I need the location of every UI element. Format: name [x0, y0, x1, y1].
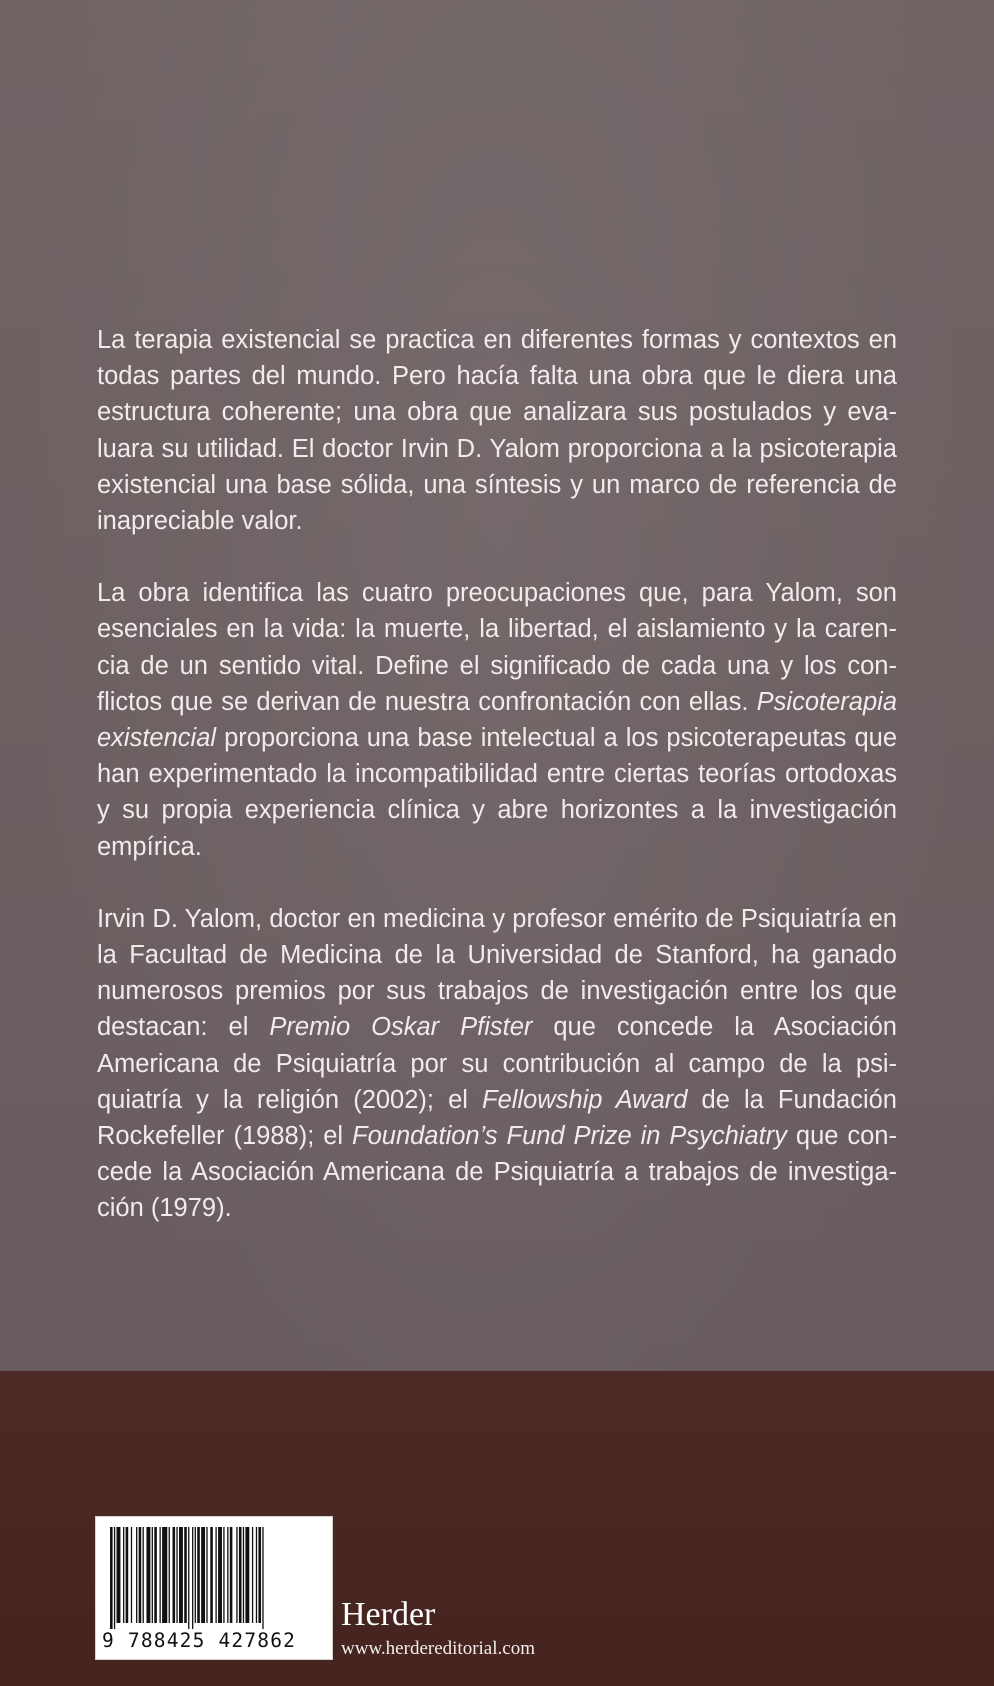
barcode-bar [262, 1527, 263, 1629]
barcode-bar [143, 1527, 144, 1623]
barcode-bar [197, 1527, 200, 1623]
barcode-bar [215, 1527, 216, 1623]
barcode-bar [256, 1527, 257, 1623]
barcode-bar [218, 1527, 222, 1623]
barcode-bar [136, 1527, 137, 1623]
book-title-italic: Psicoterapia existencial [97, 687, 897, 753]
blurb-text [97, 322, 897, 1263]
isbn-barcode [95, 1516, 333, 1660]
barcode-bar [162, 1527, 167, 1623]
barcode-bar [243, 1527, 244, 1623]
isbn-number: 9 788425 427862 [102, 1629, 297, 1652]
barcode-bar [110, 1527, 113, 1629]
barcode-bar [169, 1527, 170, 1623]
barcode-bar [154, 1527, 157, 1623]
award-foundation-italic: Foundation’s Fund Prize in Psychiatry [352, 1122, 787, 1151]
barcode-bar [123, 1527, 124, 1623]
barcode-bar [152, 1527, 153, 1623]
paragraph-3-text-1: Irvin D. Yalom, doctor en medicina y profesor emérito de Psiquiatría en la Facultad de Medicina de la Universidad de Stanford, ha ganado numerosos premios por sus trabajos de investigación entre los que destacan: el [97, 904, 897, 1042]
barcode-bar [227, 1527, 228, 1623]
barcode-bar [114, 1527, 115, 1629]
barcode-bar [179, 1527, 183, 1623]
paragraph-3-text-2: que concede la Asociación Americana de Psiquiatría por su contribución al campo de la psiquiatría y la religión (2002); el [97, 1013, 897, 1114]
paragraph-3-text-3: de la Fundación Rockefeller (1988); el [97, 1085, 897, 1151]
paragraph-2-text-1: La obra identifica las cuatro preocupaciones que, para Yalom, son esenciales en la vida: la muerte, la libertad, el aislamiento y la carencia de un sentido vital. Define el significado de cada una y los conflictos que se derivan de nuestra confrontación con ellas. [97, 579, 897, 716]
barcode-bar [159, 1527, 160, 1623]
paragraph-1-text: La terapia existencial se practica en diferentes formas y contextos en todas partes del mundo. Pero hacía falta una obra que le diera una estructura coherente; una obra que analizara sus postulados y evaluara su utilidad. El doctor Irvin D. Yalom proporciona a la psicoterapia existencial una base sólida, una síntesis y un marco de referencia de inapreciable valor. [97, 326, 897, 536]
barcode-bar [195, 1527, 196, 1623]
paragraph-3-text-4: que concede la Asociación Americana de Psiquiatría a trabajos de investigación (1979). [97, 1122, 897, 1223]
barcode-bar [184, 1527, 187, 1623]
barcode-bar [188, 1527, 189, 1629]
barcode-bar [176, 1527, 177, 1623]
barcode-bar [139, 1527, 142, 1623]
award-pfister-italic: Premio Oskar Pfister [269, 1013, 533, 1042]
barcode-bar [201, 1527, 205, 1623]
barcode-bar [206, 1527, 207, 1623]
barcode-bar [173, 1527, 176, 1623]
barcode-bar [126, 1527, 129, 1623]
barcode-bar [117, 1527, 121, 1623]
paragraph-2-text-2: proporciona una base intelectual a los psicoterapeutas que han experimentado la incompatibilidad entre ciertas teorías ortodoxas y su propia experiencia clínica y abre horizontes a la investigación empírica. [97, 724, 897, 861]
barcode-bar [146, 1527, 150, 1623]
barcode-bar [223, 1527, 224, 1623]
barcode-bar [210, 1527, 213, 1623]
barcode-bar [131, 1527, 132, 1623]
barcode-bar [192, 1527, 193, 1629]
publisher-logo: Herder [341, 1596, 436, 1633]
barcode-bar [252, 1527, 253, 1623]
barcode-bar [230, 1527, 233, 1623]
publisher-website: www.herdereditorial.com [341, 1638, 535, 1659]
award-fellowship-italic: Fellowship Award [482, 1085, 688, 1114]
blurb-paragraph-2 [97, 575, 897, 865]
blurb-paragraph-1 [97, 322, 897, 539]
barcode-bar [245, 1527, 249, 1623]
barcode-bar [236, 1527, 237, 1623]
barcode-bars-icon [110, 1527, 318, 1629]
barcode-bar [258, 1527, 261, 1623]
barcode-bar [239, 1527, 242, 1623]
author-bio-paragraph [97, 901, 897, 1227]
